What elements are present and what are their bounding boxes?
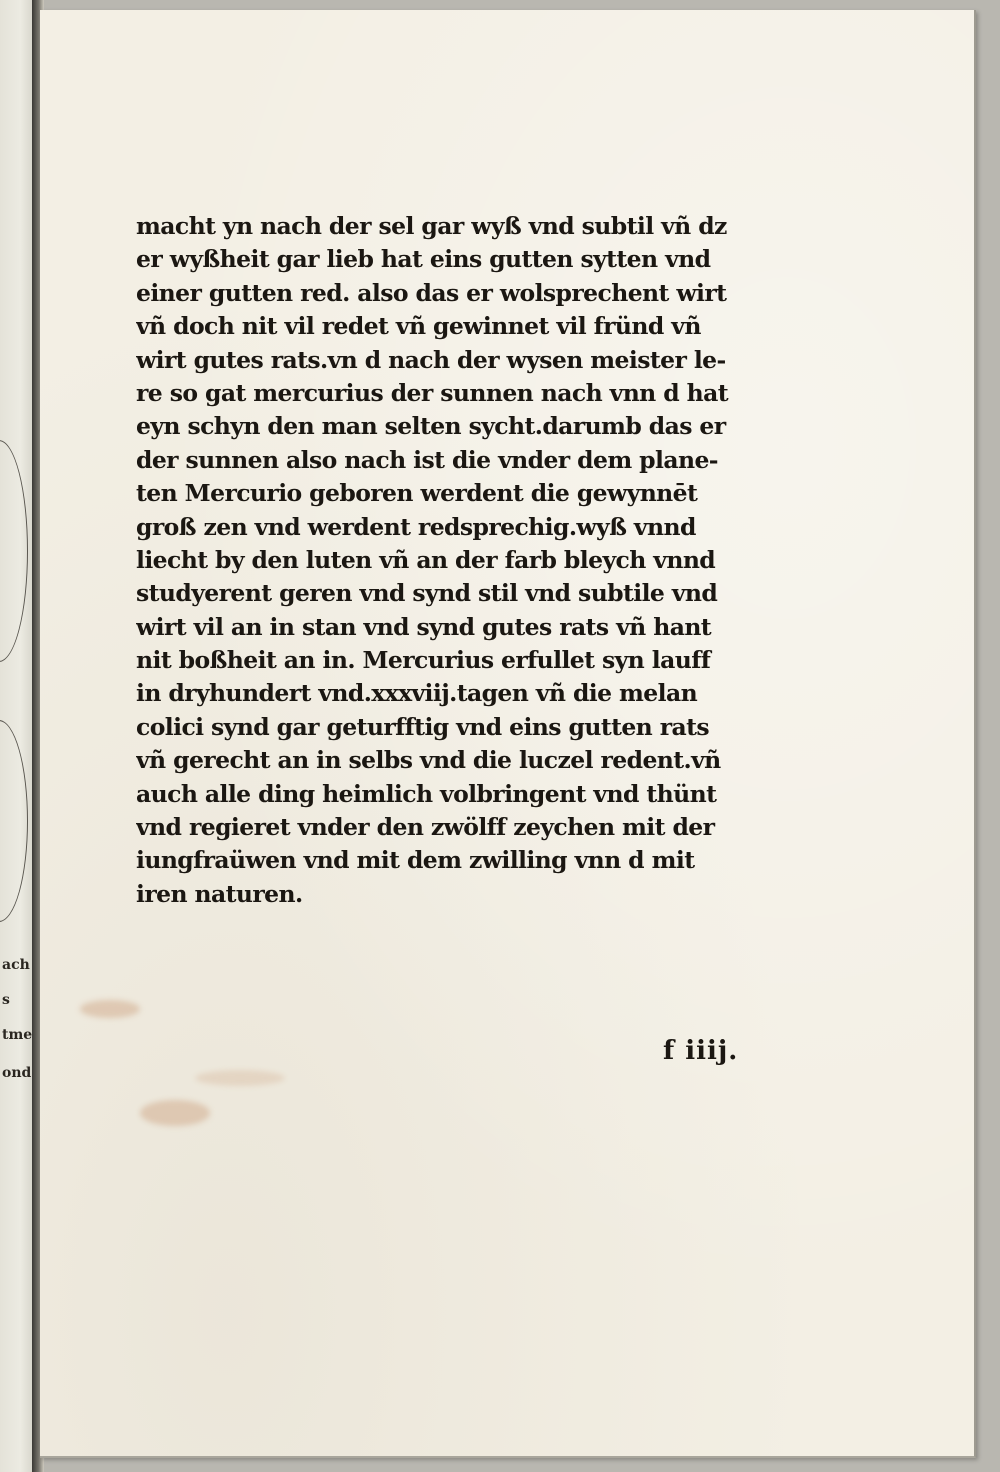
paper-stain — [140, 1100, 210, 1126]
text-line: re so gat mercurius der sunnen nach vnn d hat — [136, 378, 729, 407]
margin-drawing — [0, 720, 28, 922]
text-line: der sunnen also nach ist die vnder dem plane‑ — [136, 445, 718, 474]
text-line: groß zen vnd werdent redsprechig.wyß vnnd — [136, 512, 696, 541]
text-line: vnd regieret vnder den zwölff zeychen mit der — [136, 813, 715, 842]
text-line: er wyßheit gar lieb hat eins gutten sytten vnd — [136, 245, 711, 274]
text-line: wirt vil an in stan vnd synd gutes rats vñ hant — [136, 612, 712, 641]
text-line: iungfraüwen vnd mit dem zwilling vnn d mit — [136, 846, 695, 875]
text-line: liecht by den luten vñ an der farb bleych vnnd — [136, 545, 716, 574]
paper-stain — [80, 1000, 140, 1018]
book-page — [40, 10, 976, 1458]
facing-page-fragment: ond — [2, 1065, 32, 1081]
margin-drawing — [0, 440, 28, 662]
text-line: eyn schyn den man selten sycht.darumb das er — [136, 412, 726, 441]
paper-stain — [195, 1070, 285, 1086]
text-line: studyerent geren vnd synd stil vnd subtile vnd — [136, 579, 718, 608]
text-line: iren naturen. — [136, 879, 303, 908]
text-line: macht yn nach der sel gar wyß vnd subtil vñ dz — [136, 212, 727, 240]
facing-page-fragment: ach — [2, 957, 30, 973]
signature-mark: f iiij. — [663, 1036, 739, 1066]
facing-page-fragment: tme — [2, 1027, 33, 1043]
text-line: colici synd gar geturfftig vnd eins gutten rats — [136, 712, 710, 741]
text-line: wirt gutes rats.vn d nach der wysen meister le‑ — [136, 345, 726, 374]
text-line: auch alle ding heimlich volbringent vnd thünt — [136, 779, 717, 808]
text-line: einer gutten red. also das er wolsprechent wirt — [136, 278, 727, 307]
text-line: ten Mercurio geboren werdent die gewynnēt — [136, 479, 698, 508]
text-line: vñ gerecht an in selbs vnd die luczel redent.vñ — [136, 746, 721, 775]
text-line: nit boßheit an in. Mercurius erfullet syn lauff — [136, 646, 711, 675]
text-line: vñ doch nit vil redet vñ gewinnet vil fründ vñ — [136, 312, 701, 341]
main-text-block — [136, 210, 776, 911]
facing-page-fragment: s — [2, 992, 10, 1008]
text-line: in dryhundert vnd.xxxviij.tagen vñ die melan — [136, 679, 698, 708]
facing-page-edge — [0, 0, 34, 1472]
